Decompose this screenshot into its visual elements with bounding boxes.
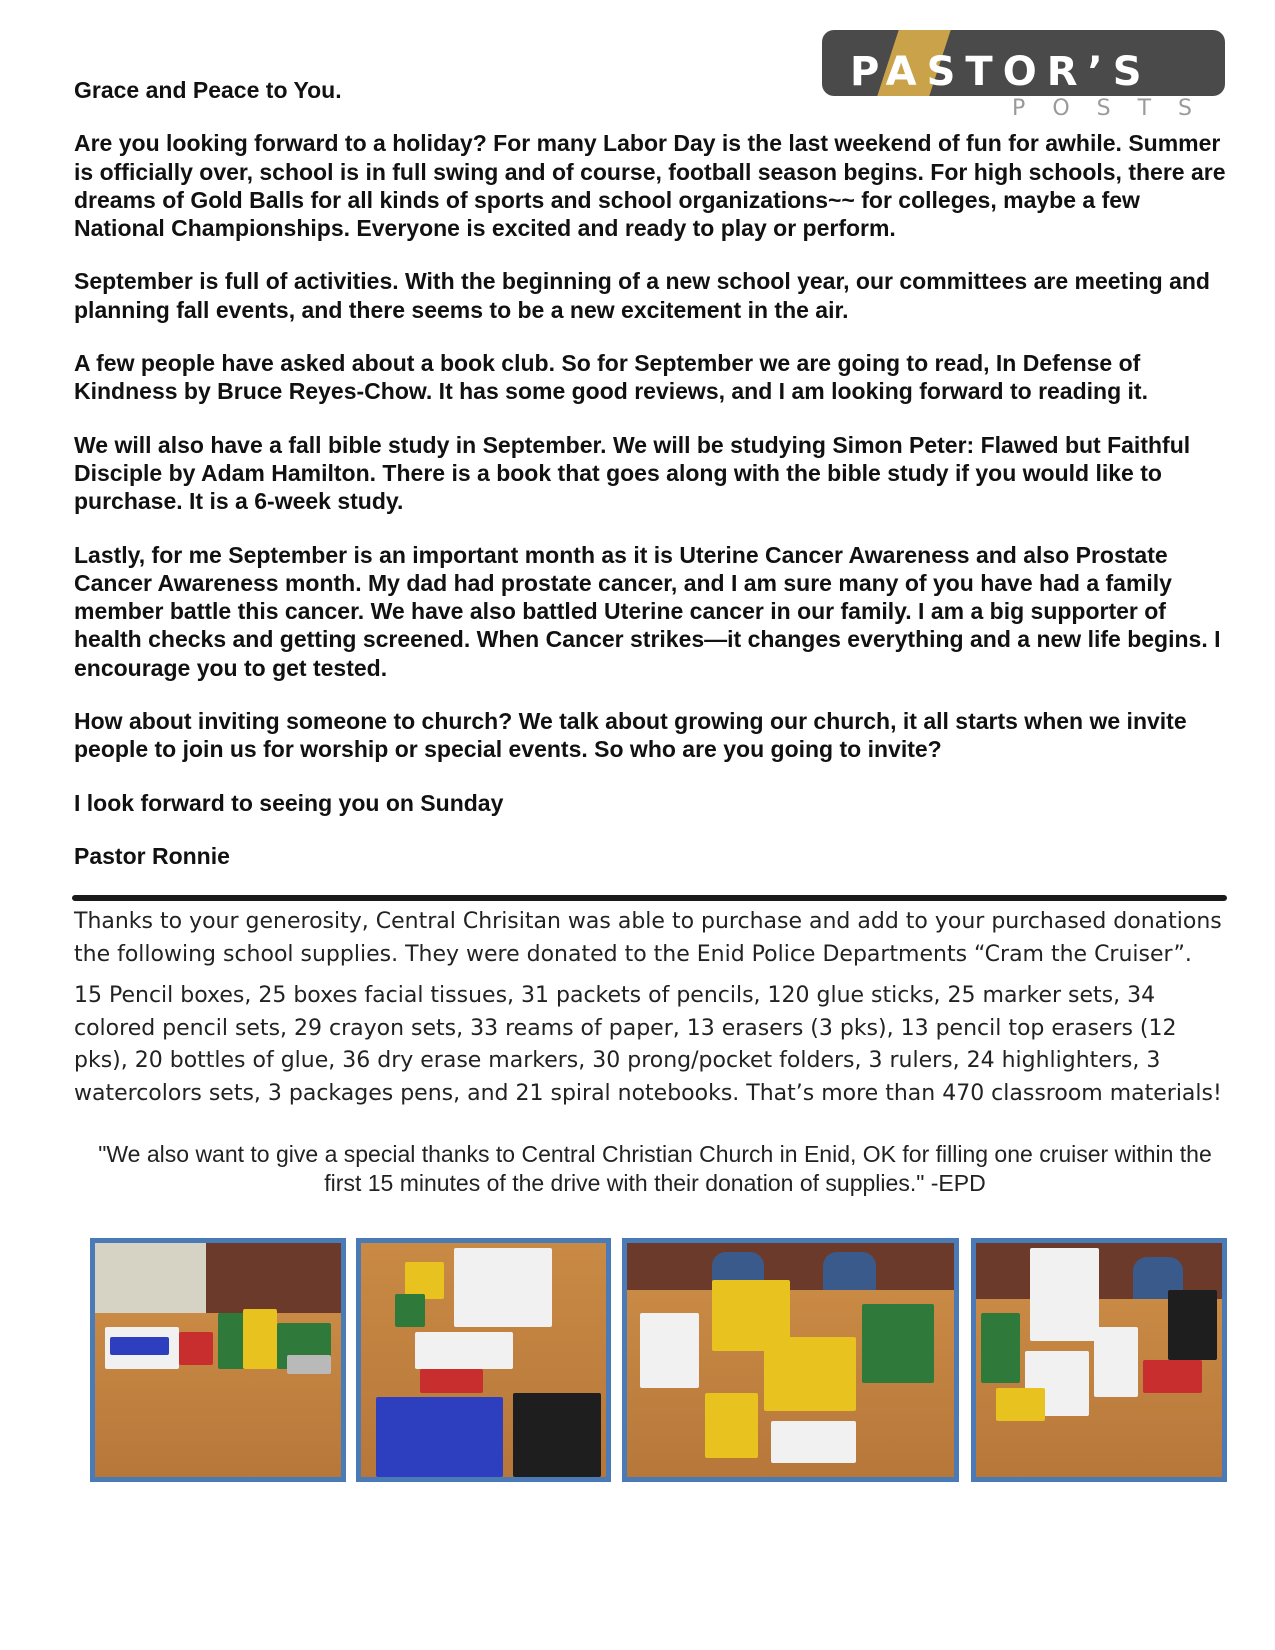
supplies-photo-4	[971, 1238, 1227, 1482]
letter-paragraph: Are you looking forward to a holiday? For many Labor Day is the last weekend of fun for awhile. Summer is officially over, school is in full swing and of course, football season begins. For high schools, there are dreams of Gold Balls for all kinds of sports and school organizations~~ for colleges, maybe a few National Championships. Everyone is excited and ready to play or perform.	[74, 130, 1226, 242]
letter-greeting: Grace and Peace to You.	[74, 77, 342, 103]
letter-paragraph: Lastly, for me September is an important month as it is Uterine Cancer Awareness and also Prostate Cancer Awareness month. My dad had prostate cancer, and I am sure many of you have had a family member battle this cancer. We have also battled Uterine cancer in our family. I am a big supporter of health checks and getting screened. When Cancer strikes—it changes everything and a new life begins. I encourage you to get tested.	[74, 541, 1221, 681]
letter-signature: Pastor Ronnie	[74, 842, 230, 869]
epd-quote: "We also want to give a special thanks to Central Christian Church in Enid, OK for filling one cruiser within the first 15 minutes of the drive with their donation of supplies." -EPD	[98, 1141, 1212, 1196]
supplies-photo-1	[90, 1238, 346, 1482]
donation-intro: Thanks to your generosity, Central Chrisitan was able to purchase and add to your purchased donations the following school supplies. They were donated to the Enid Police Departments “Cram the Cruiser”.	[74, 909, 1222, 967]
supplies-photo-3	[622, 1238, 959, 1482]
logo-subtitle: POSTS	[1012, 96, 1219, 121]
logo-title: PASTOR’S	[850, 49, 1152, 95]
letter-paragraph: We will also have a fall bible study in September. We will be studying Simon Peter: Flawed but Faithful Disciple by Adam Hamilton. There is a book that goes along with the bible study if you would like to purchase. It is a 6-week study.	[74, 431, 1191, 515]
donation-section	[74, 906, 1234, 1119]
letter-paragraph: A few people have asked about a book club. So for September we are going to read, In Defense of Kindness by Bruce Reyes-Chow. It has some good reviews, and I am looking forward to reading it.	[74, 350, 1148, 405]
donation-list: 15 Pencil boxes, 25 boxes facial tissues, 31 packets of pencils, 120 glue sticks, 25 marker sets, 34 colored pencil sets, 29 crayon sets, 33 reams of paper, 13 erasers (3 pks), 13 pencil top erasers (12 pks), 20 bottles of glue, 36 dry erase markers, 30 prong/pocket folders, 3 rulers, 24 highlighters, 3 watercolors sets, 3 packages pens, and 21 spiral notebooks. That’s more than 470 classroom materials!	[74, 983, 1222, 1106]
letter-paragraph: I look forward to seeing you on Sunday	[74, 789, 504, 816]
letter-paragraph: How about inviting someone to church? We talk about growing our church, it all starts when we invite people to join us for worship or special events. So who are you going to invite?	[74, 708, 1187, 763]
pastor-letter	[74, 76, 1234, 895]
section-divider	[72, 895, 1227, 901]
letter-paragraph: September is full of activities. With the beginning of a new school year, our committees are meeting and planning fall events, and there seems to be a new excitement in the air.	[74, 268, 1210, 323]
supplies-photo-2	[356, 1238, 611, 1482]
